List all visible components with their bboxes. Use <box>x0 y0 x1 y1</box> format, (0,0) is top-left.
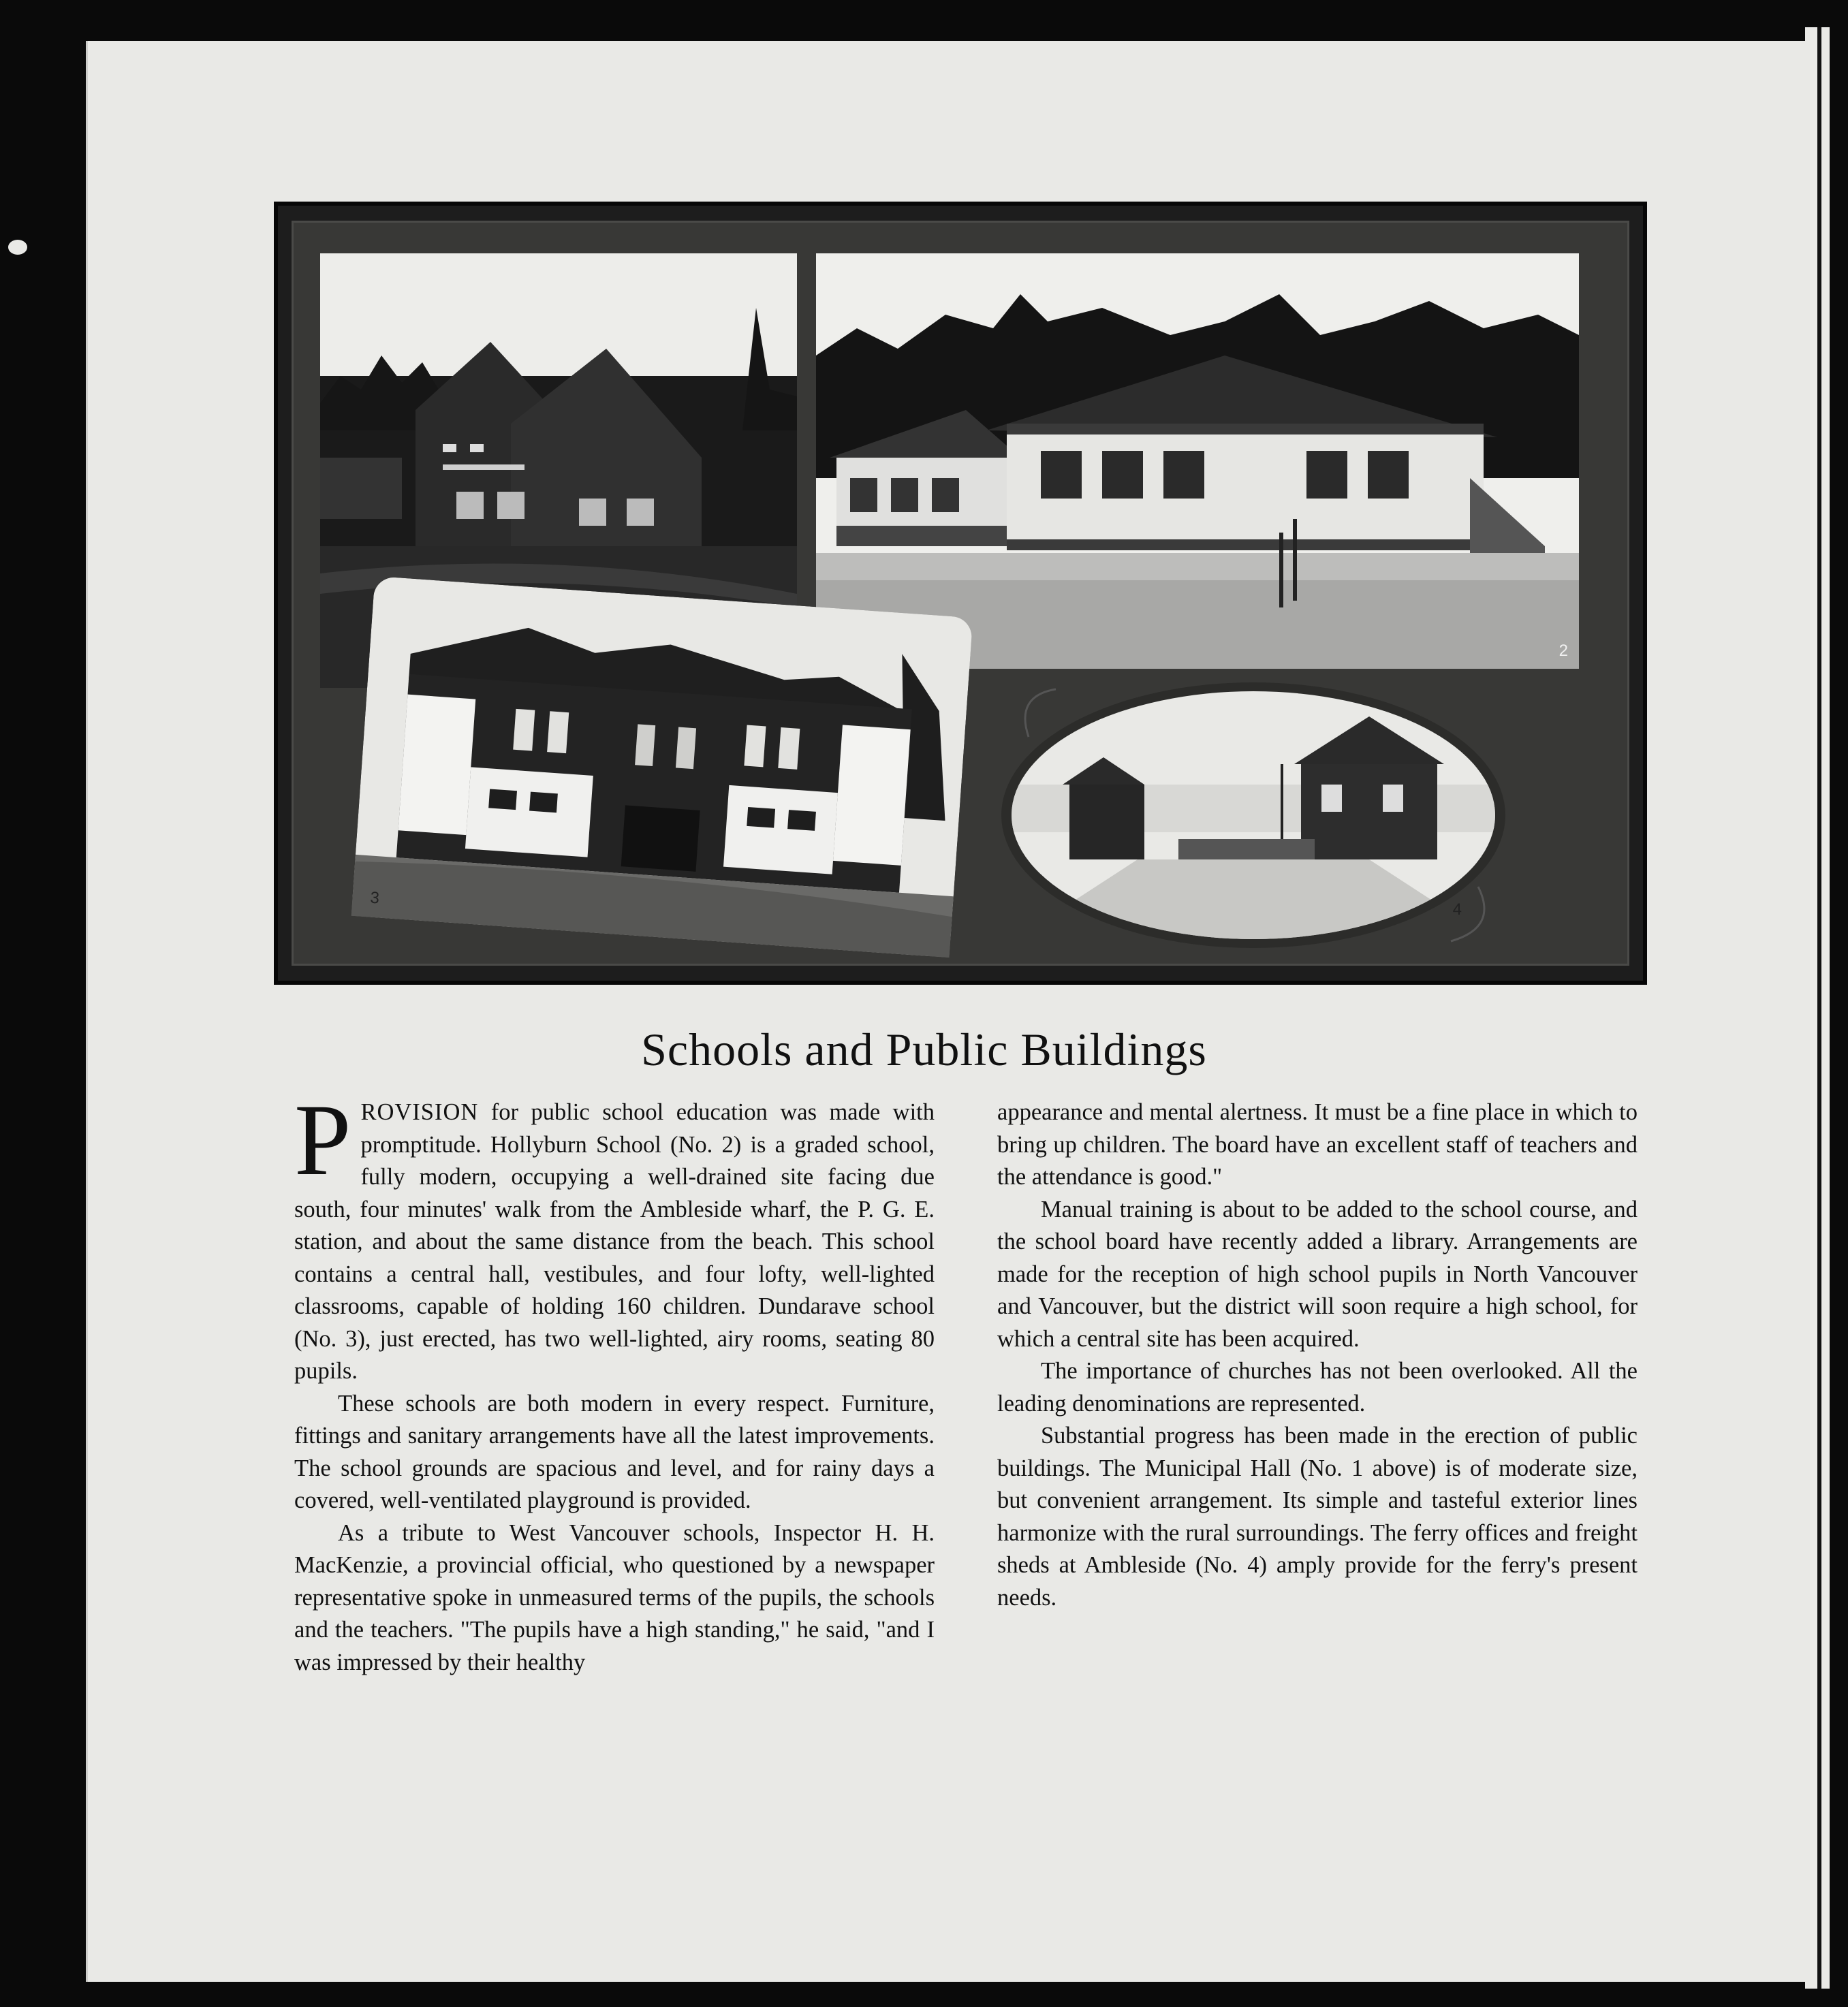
article-column-right <box>997 1096 1638 1614</box>
photo-number-label: 2 <box>1559 642 1568 660</box>
article-paragraph: These schools are both modern in every respect. Furniture, fittings and sanitary arrangements have all the latest improvements. The school grounds are spacious and level, and for rainy days a covered, well-ventilated playground is provided. <box>294 1390 935 1513</box>
article-column-left <box>294 1084 935 1679</box>
lead-word: ROVISION <box>360 1099 479 1125</box>
photo-dundarave-school <box>351 576 973 958</box>
article-paragraph: Manual training is about to be added to the school course, and the school board have recently added a library. Arrangements are made for the reception of high school pupils in North Vancouver and Vancouver, but the district will soon require a high school, for which a central site has been acquired. <box>997 1196 1638 1352</box>
article-paragraph: appearance and mental alertness. It must be a fine place in which to bring up children. The board have an excellent staff of teachers and the attendance is good." <box>997 1099 1638 1190</box>
photo-number-label: 4 <box>1452 900 1462 919</box>
article-paragraph: The importance of churches has not been overlooked. All the leading denominations are represented. <box>997 1358 1638 1417</box>
page-gutter-line <box>1817 27 1821 1989</box>
scan-speck <box>8 240 27 255</box>
drop-cap: P <box>294 1084 351 1197</box>
photo-number-label: 3 <box>369 888 380 908</box>
photo-plate <box>274 202 1647 985</box>
paragraph-text: for public school education was made with promptitude. Hollyburn School (No. 2) is a graded school, fully modern, occupying a well-drained site facing due south, four minutes' walk from the Ambleside wharf, the P. G. E. station, and about the same distance from the beach. This school contains a central hall, vestibules, and four lofty, well-lighted classrooms, capable of holding 160 children. Dundarave school (No. 3), just erected, has two well-lighted, airy rooms, seating 80 pupils. <box>294 1099 935 1384</box>
photo-ambleside-ferry-offices <box>1001 682 1505 948</box>
article-paragraph: Substantial progress has been made in the erection of public buildings. The Municipal Hall (No. 1 above) is of moderate size, but convenient arrangement. Its simple and tasteful exterior lines harmonize with the rural surroundings. The ferry offices and freight sheds at Ambleside (No. 4) amply provide for the ferry's present needs. <box>997 1423 1638 1611</box>
photo-hollyburn-school <box>816 253 1579 669</box>
article-paragraph <box>294 1084 935 1388</box>
article-paragraph: As a tribute to West Vancouver schools, Inspector H. H. MacKenzie, a provincial official, who questioned by a newspaper representative spoke in unmeasured terms of the pupils, the schools and the teachers. "The pupils have a high standing," he said, "and I was impressed by their healthy <box>294 1519 935 1675</box>
article-title: Schools and Public Buildings <box>641 1024 1207 1075</box>
